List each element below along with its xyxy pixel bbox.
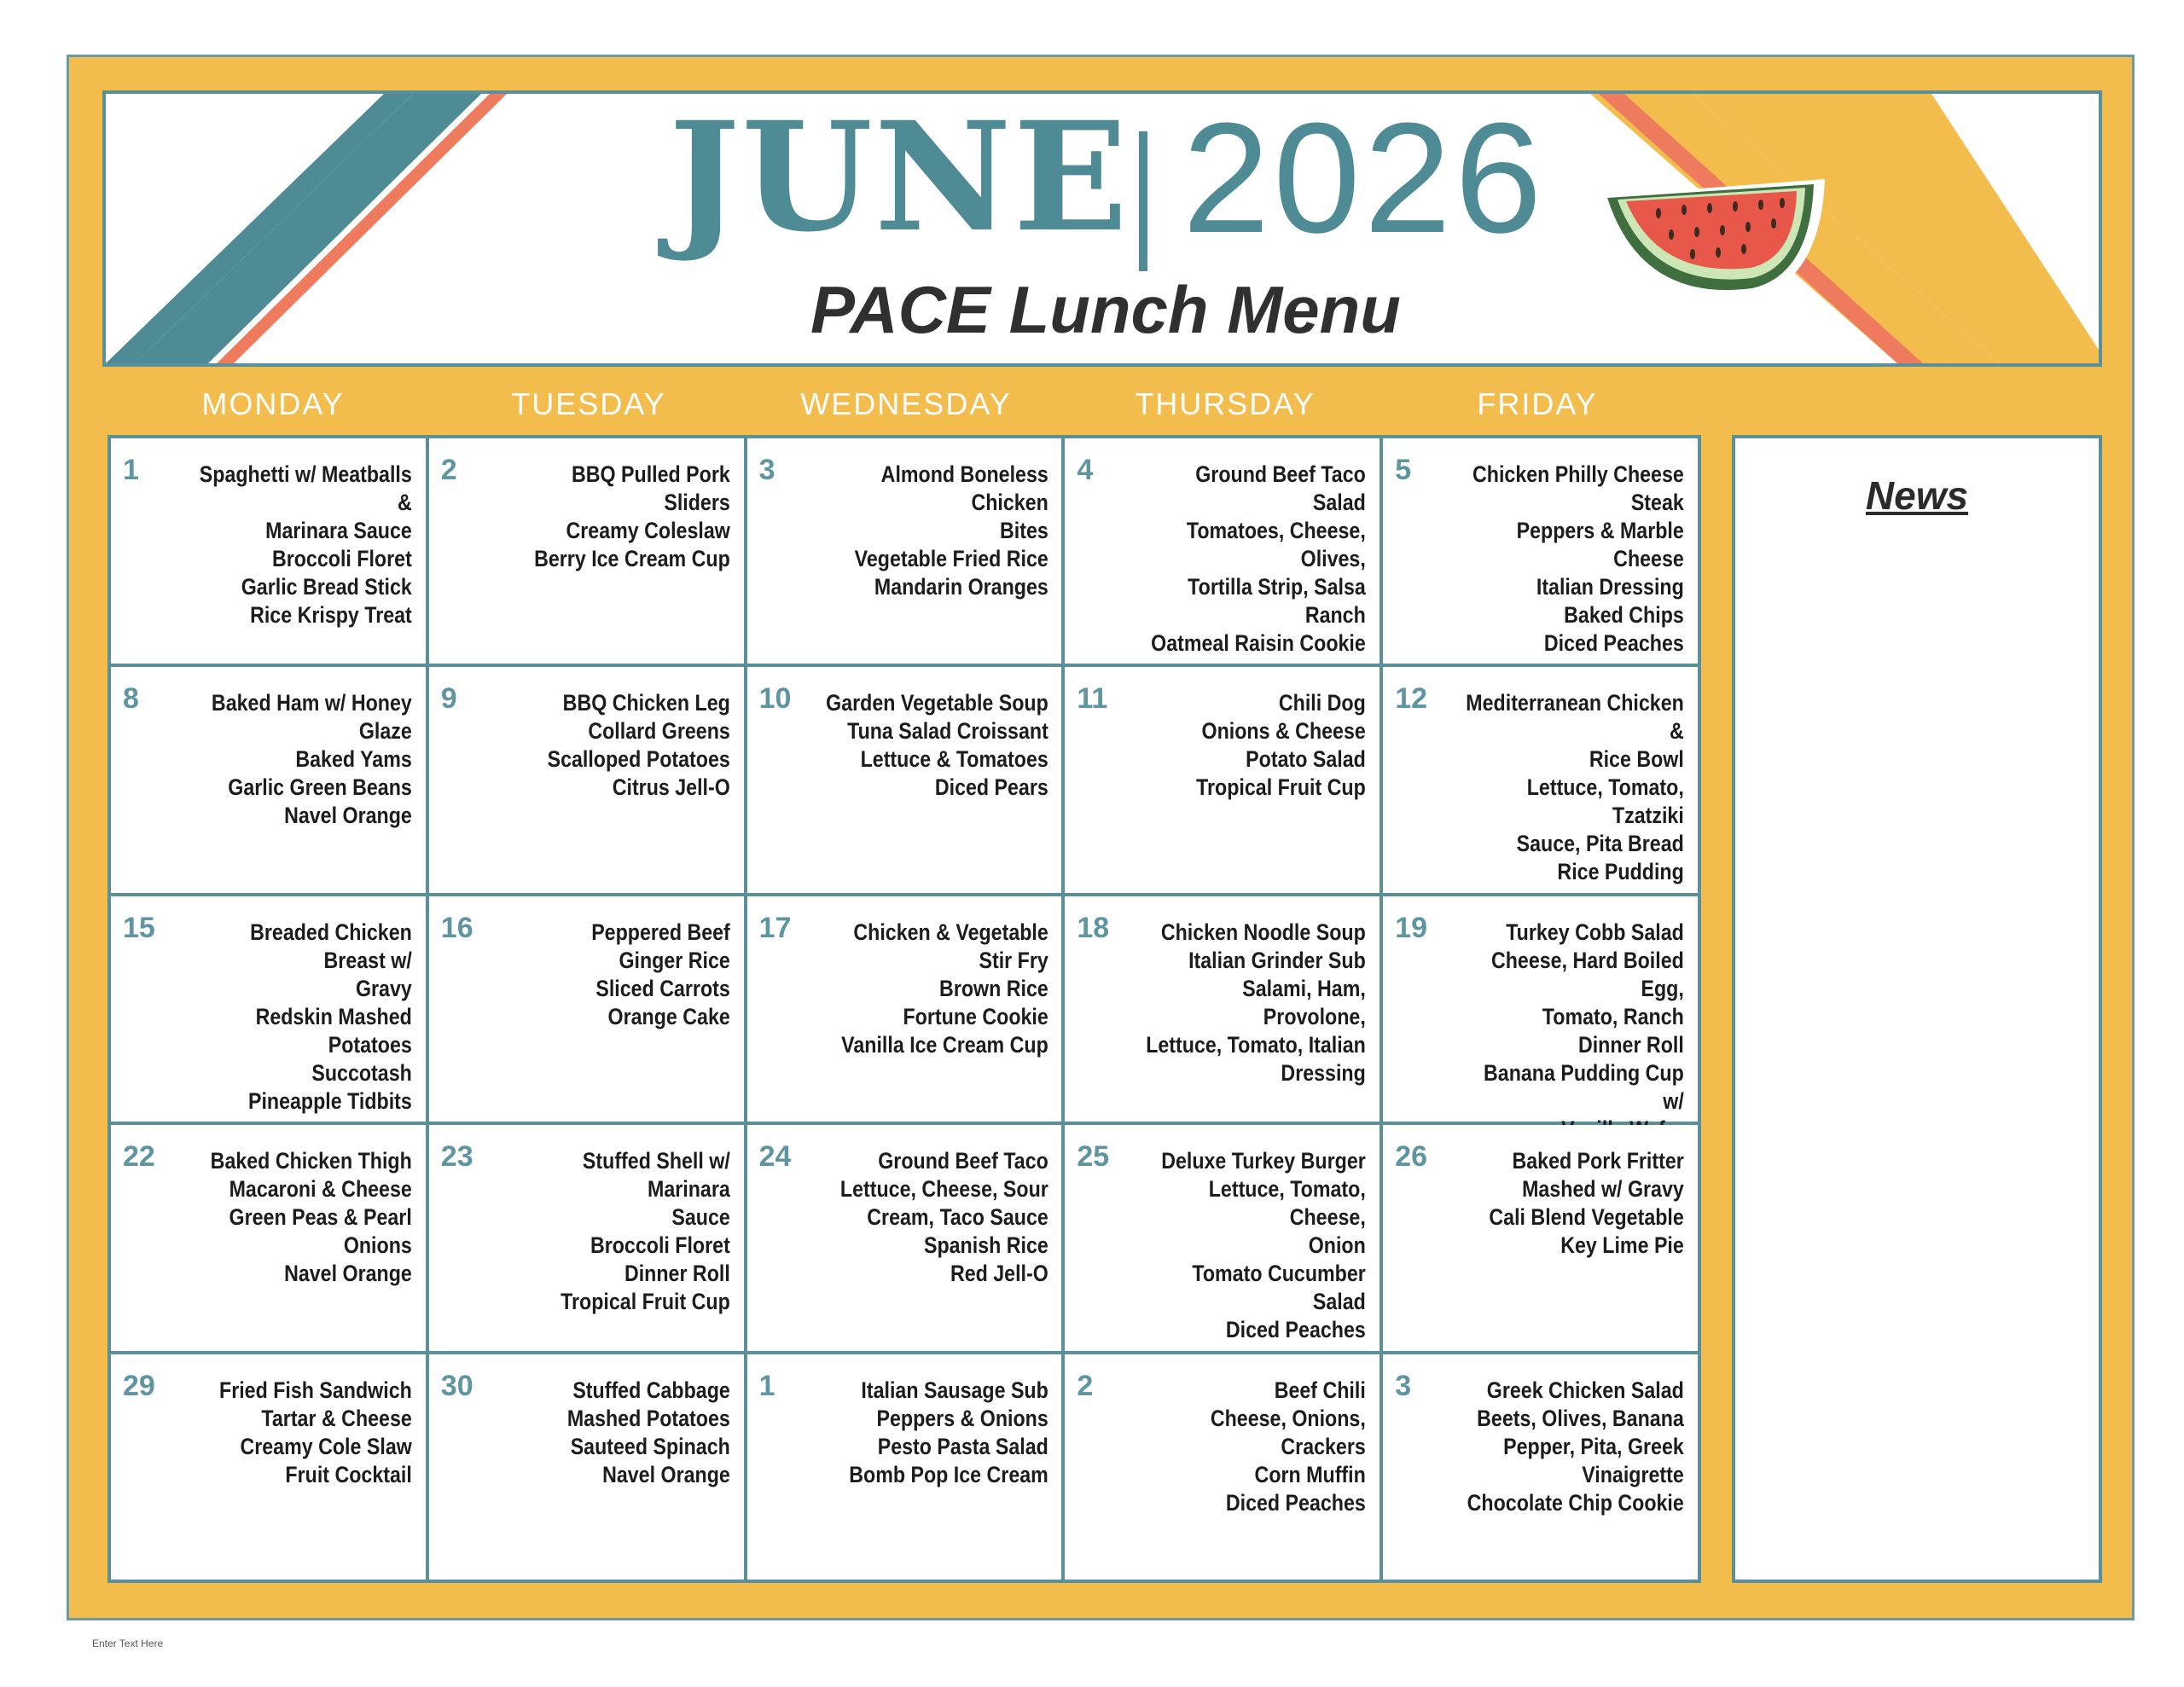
day-cell xyxy=(747,438,1062,664)
day-number: 1 xyxy=(123,454,139,486)
title-year: 2026 xyxy=(1182,90,1546,265)
day-cell xyxy=(1065,896,1380,1122)
day-cell xyxy=(1065,1125,1380,1350)
day-number: 16 xyxy=(440,911,473,944)
day-cell xyxy=(747,896,1062,1122)
day-number: 2 xyxy=(440,454,457,486)
news-title: News xyxy=(1865,473,1969,518)
menu-grid xyxy=(107,435,1701,1583)
menu-items: BBQ Chicken Leg Collard Greens Scalloped Potatoes Citrus Jell-O xyxy=(547,690,730,801)
menu-items: Beef Chili Cheese, Onions, Crackers Corn Muffin Diced Peaches xyxy=(1211,1377,1367,1516)
day-header-thursday: THURSDAY xyxy=(1135,386,1316,421)
day-number: 10 xyxy=(758,682,792,716)
day-number: 15 xyxy=(123,911,155,944)
watermelon-icon xyxy=(1582,128,1829,324)
menu-items: Chili Dog Onions & Cheese Potato Salad Tropical Fruit Cup xyxy=(1196,690,1367,801)
day-number: 12 xyxy=(1395,682,1428,716)
day-number: 3 xyxy=(1395,1369,1412,1402)
day-number: 18 xyxy=(1077,911,1110,944)
title-divider xyxy=(1139,131,1147,271)
day-number: 17 xyxy=(758,911,792,944)
header-banner xyxy=(102,90,2102,367)
menu-items: Baked Chicken Thigh Macaroni & Cheese Green Peas & Pearl Onions Navel Orange xyxy=(210,1148,412,1287)
menu-items: Breaded Chicken Breast w/ Gravy Redskin Mashed Potatoes Succotash Pineapple Tidbits xyxy=(247,919,412,1114)
menu-items: Italian Sausage Sub Peppers & Onions Pesto Pasta Salad Bomb Pop Ice Cream xyxy=(848,1377,1048,1487)
day-header-tuesday: TUESDAY xyxy=(511,386,666,421)
day-cell xyxy=(747,1354,1062,1580)
day-cell xyxy=(1383,667,1698,892)
menu-items: BBQ Pulled Pork Sliders Creamy Coleslaw Berry Ice Cream Cup xyxy=(533,461,730,571)
day-cell xyxy=(111,667,426,892)
menu-items: Peppered Beef Ginger Rice Sliced Carrots Orange Cake xyxy=(590,919,730,1029)
day-cell xyxy=(1383,438,1698,664)
day-cell xyxy=(1065,1354,1380,1580)
day-cell xyxy=(111,438,426,664)
day-header-friday: FRIDAY xyxy=(1477,386,1598,421)
day-number: 9 xyxy=(440,682,457,716)
menu-items: Greek Chicken Salad Beets, Olives, Banana Pepper, Pita, Greek Vinaigrette Chocolate Chip Cookie xyxy=(1467,1377,1684,1516)
menu-items: Chicken Philly Cheese Steak Peppers & Marble Cheese Italian Dressing Baked Chips Diced Peaches xyxy=(1472,461,1684,656)
day-cell xyxy=(747,1125,1062,1350)
day-cell xyxy=(429,896,744,1122)
day-cell xyxy=(747,667,1062,892)
day-number: 24 xyxy=(758,1140,792,1174)
menu-items: Chicken & Vegetable Stir Fry Brown Rice Fortune Cookie Vanilla Ice Cream Cup xyxy=(840,919,1048,1058)
day-header-wednesday: WEDNESDAY xyxy=(800,386,1012,421)
menu-items: Almond Boneless Chicken Bites Vegetable Fried Rice Mandarin Oranges xyxy=(854,461,1048,600)
day-number: 22 xyxy=(123,1140,155,1174)
menu-items: Stuffed Shell w/ Marinara Sauce Broccoli Floret Dinner Roll Tropical Fruit Cup xyxy=(560,1148,730,1315)
day-number: 29 xyxy=(123,1369,155,1402)
day-number: 19 xyxy=(1395,911,1428,944)
menu-items: Baked Ham w/ Honey Glaze Baked Yams Garlic Green Beans Navel Orange xyxy=(211,690,412,829)
menu-items: Ground Beef Taco Lettuce, Cheese, Sour Cream, Taco Sauce Spanish Rice Red Jell-O xyxy=(839,1148,1048,1287)
menu-items: Chicken Noodle Soup Italian Grinder Sub Salami, Ham, Provolone, Lettuce, Tomato, Italian Dressing xyxy=(1146,919,1367,1086)
menu-items: Spaghetti w/ Meatballs & Marinara Sauce Broccoli Floret Garlic Bread Stick Rice Krispy Treat xyxy=(199,461,412,628)
menu-items: Turkey Cobb Salad Cheese, Hard Boiled Egg, Tomato, Ranch Dinner Roll Banana Pudding Cup w/ xyxy=(1484,919,1684,1114)
footer-note: Enter Text Here xyxy=(92,1638,164,1649)
day-number: 3 xyxy=(758,454,775,486)
day-number: 23 xyxy=(440,1140,473,1174)
menu-subtitle: PACE Lunch Menu xyxy=(810,272,1401,347)
menu-items: Ground Beef Taco Salad Tomatoes, Cheese, Olives, Tortilla Strip, Salsa Ranch Oatmeal Raisin Cookie xyxy=(1151,461,1367,656)
day-cell xyxy=(1383,1125,1698,1350)
day-cell xyxy=(429,1354,744,1580)
day-cell xyxy=(1383,1354,1698,1580)
menu-items: Mediterranean Chicken & Rice Bowl Lettuce, Tomato, Tzatziki Sauce, Pita Bread Rice Pudding xyxy=(1466,690,1684,885)
menu-items: Deluxe Turkey Burger Lettuce, Tomato, Cheese, Onion Tomato Cucumber Salad Diced Peaches xyxy=(1161,1148,1367,1343)
news-panel xyxy=(1732,435,2102,1583)
day-number: 2 xyxy=(1077,1369,1094,1402)
day-cell xyxy=(429,438,744,664)
menu-items: Fried Fish Sandwich Tartar & Cheese Creamy Cole Slaw Fruit Cocktail xyxy=(219,1377,412,1487)
day-cell xyxy=(111,1354,426,1580)
day-header-monday: MONDAY xyxy=(201,386,345,421)
day-number: 26 xyxy=(1395,1140,1428,1174)
day-number: 1 xyxy=(758,1369,775,1402)
day-cell xyxy=(111,896,426,1122)
day-number: 5 xyxy=(1395,454,1412,486)
day-number: 8 xyxy=(123,682,139,716)
day-cell xyxy=(1065,667,1380,892)
day-cell xyxy=(1383,896,1698,1122)
title-month: JUNE xyxy=(669,90,1130,265)
day-number: 25 xyxy=(1077,1140,1110,1174)
day-number: 11 xyxy=(1077,682,1108,716)
day-number: 4 xyxy=(1077,454,1094,486)
day-cell xyxy=(429,667,744,892)
day-number: 30 xyxy=(440,1369,473,1402)
menu-items: Baked Pork Fritter Mashed w/ Gravy Cali Blend Vegetable Key Lime Pie xyxy=(1489,1148,1684,1259)
day-cell xyxy=(111,1125,426,1350)
menu-items: Garden Vegetable Soup Tuna Salad Croissant Lettuce & Tomatoes Diced Pears xyxy=(825,690,1048,801)
day-cell xyxy=(429,1125,744,1350)
day-cell xyxy=(1065,438,1380,664)
menu-items: Stuffed Cabbage Mashed Potatoes Sauteed Spinach Navel Orange xyxy=(566,1377,730,1487)
